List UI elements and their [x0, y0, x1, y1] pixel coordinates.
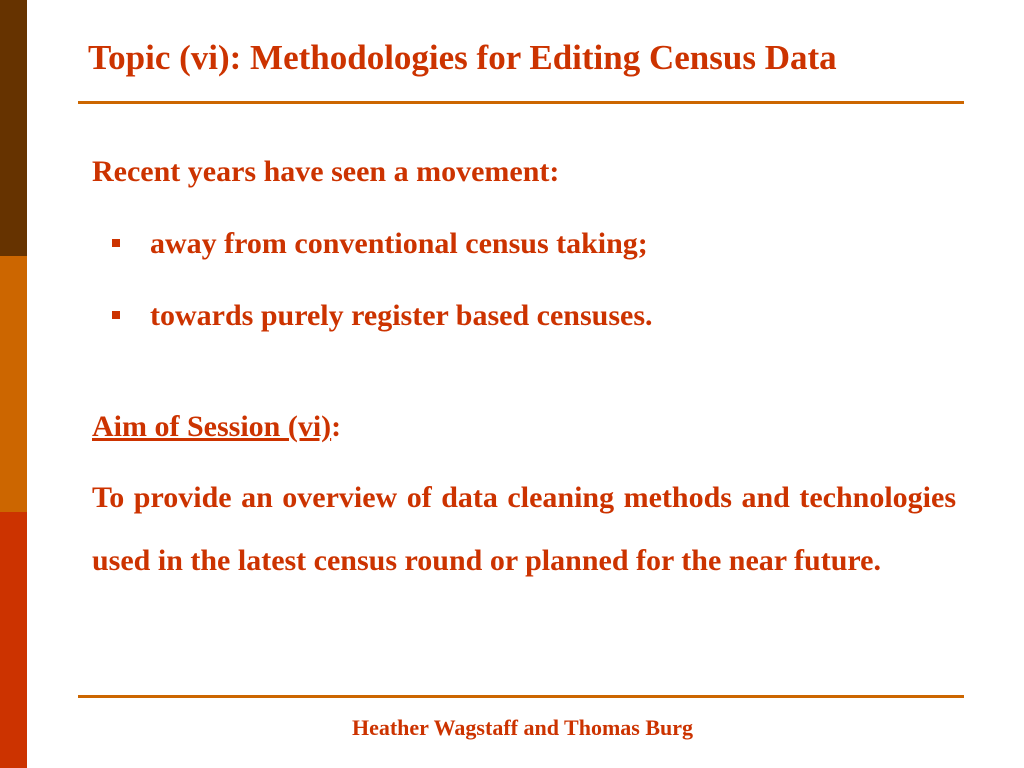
- title-divider: [78, 101, 964, 104]
- bullet-text: towards purely register based censuses.: [150, 299, 653, 332]
- side-bar-top-segment: [0, 0, 27, 256]
- aim-body-text: To provide an overview of data cleaning methods and technologies used in the latest census round or planned for the near future.: [92, 481, 956, 577]
- square-bullet-icon: [112, 311, 120, 319]
- bullet-item: [112, 294, 653, 338]
- aim-heading: [92, 405, 956, 449]
- aim-heading-label: Aim of Session (vi): [92, 410, 332, 443]
- intro-text: Recent years have seen a movement:: [92, 155, 560, 188]
- slide-title: Topic (vi): Methodologies for Editing Census Data: [88, 38, 837, 77]
- side-bar-middle-segment: [0, 256, 27, 512]
- footer-divider: [78, 695, 964, 698]
- square-bullet-icon: [112, 239, 120, 247]
- slide-footer: Heather Wagstaff and Thomas Burg: [351, 715, 694, 740]
- aim-heading-colon: :: [331, 410, 342, 443]
- bullet-item: [112, 222, 648, 266]
- bullet-text: away from conventional census taking;: [150, 227, 648, 260]
